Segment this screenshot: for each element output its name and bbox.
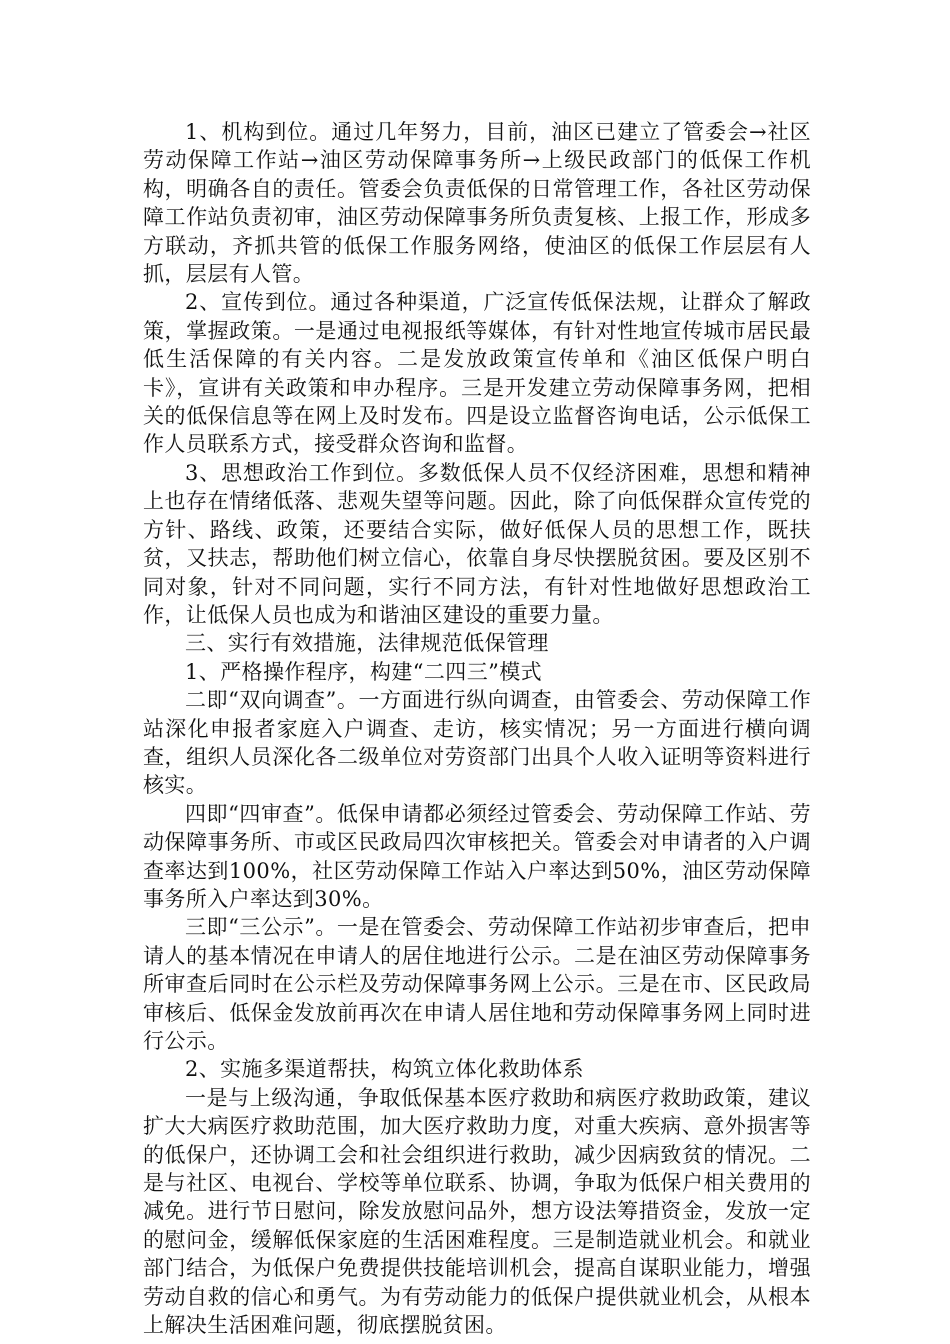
section-heading-measures: 三、实行有效措施，法律规范低保管理 [185,631,549,656]
paragraph-two-way-survey: 二即“双向调查”。一方面进行纵向调查，由管委会、劳动保障工作站深化申报者家庭入户调查、走访，核实情况；另一方面进行横向调查，组织人员深化各二级单位对劳资部门出具个人收入证明等资料进行核实。 [143,688,811,798]
paragraph-publicity: 2、宣传到位。通过各种渠道，广泛宣传低保法规，让群众了解政策，掌握政策。一是通过电视报纸等媒体，有针对性地宣传城市居民最低生活保障的有关内容。二是发放政策宣传单和《油区低保户明白卡》，宣讲有关政策和申办程序。三是开发建立劳动保障事务网，把相关的低保信息等在网上及时发布。四是设立监督咨询电话，公示低保工作人员联系方式，接受群众咨询和监督。 [143,290,811,457]
paragraph-four-reviews: 四即“四审查”。低保申请都必须经过管委会、劳动保障工作站、劳动保障事务所、市或区民政局四次审核把关。管委会对申请者的入户调查率达到100%，社区劳动保障工作站入户率达到50%，油区劳动保障事务所入户率达到30%。 [143,801,811,911]
paragraph-three-publicity: 三即“三公示”。一是在管委会、劳动保障工作站初步审查后，把申请人的基本情况在申请人的居住地进行公示。二是在油区劳动保障事务所审查后同时在公示栏及劳动保障事务网上公示。三是在市、区民政局审核后、低保金发放前再次在申请人居住地和劳动保障事务网上同时进行公示。 [143,915,811,1053]
document-body [143,118,811,1339]
paragraph-assistance-details: 一是与上级沟通，争取低保基本医疗救助和病医疗救助政策，建议扩大大病医疗救助范围，加大医疗救助力度，对重大疾病、意外损害等的低保户，还协调工会和社会组织进行救助，减少因病致贫的情况。二是与社区、电视台、学校等单位联系、协调，争取为低保户相关费用的减免。进行节日慰问，除发放慰问品外，想方设法筹措资金，发放一定的慰问金，缓解低保家庭的生活困难程度。三是制造就业机会。和就业部门结合，为低保户免费提供技能培训机会，提高自谋职业能力，增强劳动自救的信心和勇气。为有劳动能力的低保户提供就业机会，从根本上解决生活困难问题，彻底摆脱贫困。 [143,1085,811,1338]
subheading-procedure-model: 1、严格操作程序，构建“二四三”模式 [185,659,543,684]
paragraph-institution: 1、机构到位。通过几年努力，目前，油区已建立了管委会→社区劳动保障工作站→油区劳动保障事务所→上级民政部门的低保工作机构，明确各自的责任。管委会负责低保的日常管理工作，各社区劳动保障工作站负责初审，油区劳动保障事务所负责复核、上报工作，形成多方联动，齐抓共管的低保工作服务网络，使油区的低保工作层层有人抓，层层有人管。 [143,120,811,287]
subheading-multichannel-assistance: 2、实施多渠道帮扶，构筑立体化救助体系 [185,1057,584,1082]
paragraph-ideological-work: 3、思想政治工作到位。多数低保人员不仅经济困难，思想和精神上也存在情绪低落、悲观失望等问题。因此，除了向低保群众宣传党的方针、路线、政策，还要结合实际，做好低保人员的思想工作，既扶贫，又扶志，帮助他们树立信心，依靠自身尽快摆脱贫困。要及区别不同对象，针对不同问题，实行不同方法，有针对性地做好思想政治工作，让低保人员也成为和谐油区建设的重要力量。 [143,460,811,627]
